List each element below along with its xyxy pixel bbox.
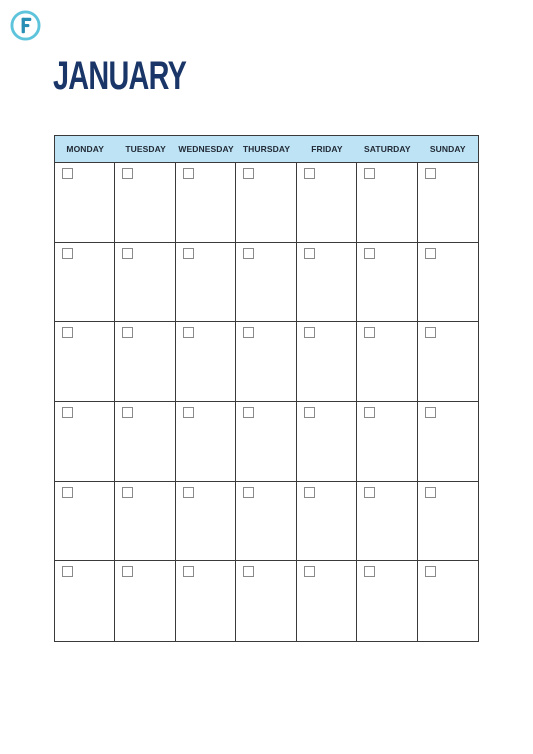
day-cell <box>176 322 236 402</box>
day-cell <box>418 402 478 482</box>
day-cell <box>115 482 175 562</box>
day-cell <box>418 322 478 402</box>
day-cell <box>55 561 115 641</box>
day-checkbox[interactable] <box>62 407 73 418</box>
day-cell <box>236 322 296 402</box>
day-checkbox[interactable] <box>364 168 375 179</box>
day-cell <box>176 402 236 482</box>
day-checkbox[interactable] <box>425 407 436 418</box>
day-checkbox[interactable] <box>243 566 254 577</box>
calendar-grid <box>54 135 479 642</box>
day-cell <box>297 243 357 323</box>
brand-logo-icon <box>10 10 41 41</box>
day-checkbox[interactable] <box>304 566 315 577</box>
day-checkbox[interactable] <box>122 487 133 498</box>
day-checkbox[interactable] <box>243 168 254 179</box>
day-checkbox[interactable] <box>183 327 194 338</box>
day-checkbox[interactable] <box>243 407 254 418</box>
day-checkbox[interactable] <box>122 168 133 179</box>
day-checkbox[interactable] <box>62 248 73 259</box>
weekday-thursday: THURSDAY <box>242 144 291 154</box>
day-cell <box>418 243 478 323</box>
day-checkbox[interactable] <box>425 487 436 498</box>
day-checkbox[interactable] <box>122 327 133 338</box>
day-cell <box>418 163 478 243</box>
day-checkbox[interactable] <box>62 566 73 577</box>
day-checkbox[interactable] <box>425 248 436 259</box>
day-cell <box>297 402 357 482</box>
day-cell <box>176 243 236 323</box>
weekday-friday: FRIDAY <box>311 144 343 154</box>
day-cell <box>176 482 236 562</box>
day-checkbox[interactable] <box>183 248 194 259</box>
day-checkbox[interactable] <box>62 487 73 498</box>
day-cell <box>55 163 115 243</box>
day-cell <box>418 561 478 641</box>
weekday-saturday: SATURDAY <box>364 144 411 154</box>
day-cell <box>55 482 115 562</box>
weekday-wednesday: WEDNESDAY <box>178 144 234 154</box>
day-cell <box>55 402 115 482</box>
weekday-monday: MONDAY <box>66 144 105 154</box>
day-checkbox[interactable] <box>304 407 315 418</box>
day-cell <box>115 243 175 323</box>
day-cell <box>236 243 296 323</box>
day-checkbox[interactable] <box>304 168 315 179</box>
day-checkbox[interactable] <box>243 248 254 259</box>
day-checkbox[interactable] <box>62 168 73 179</box>
day-cell <box>357 243 417 323</box>
day-cell <box>236 163 296 243</box>
day-cell <box>55 322 115 402</box>
day-checkbox[interactable] <box>425 168 436 179</box>
day-cell <box>176 163 236 243</box>
day-checkbox[interactable] <box>304 248 315 259</box>
weekday-header-row <box>55 136 478 163</box>
day-checkbox[interactable] <box>364 327 375 338</box>
day-checkbox[interactable] <box>183 407 194 418</box>
weekday-tuesday: TUESDAY <box>125 144 166 154</box>
day-checkbox[interactable] <box>183 168 194 179</box>
day-cell <box>115 402 175 482</box>
day-cell <box>357 163 417 243</box>
day-checkbox[interactable] <box>364 487 375 498</box>
day-cell <box>297 482 357 562</box>
day-checkbox[interactable] <box>62 327 73 338</box>
day-cell <box>236 402 296 482</box>
day-checkbox[interactable] <box>304 487 315 498</box>
month-title: JANUARY <box>53 54 187 98</box>
day-checkbox[interactable] <box>364 248 375 259</box>
day-cell <box>357 482 417 562</box>
day-checkbox[interactable] <box>364 407 375 418</box>
day-cell <box>55 243 115 323</box>
day-cell <box>115 163 175 243</box>
day-checkbox[interactable] <box>364 566 375 577</box>
day-cell <box>297 163 357 243</box>
day-checkbox[interactable] <box>243 327 254 338</box>
day-cells <box>55 163 478 641</box>
day-cell <box>115 561 175 641</box>
day-checkbox[interactable] <box>122 248 133 259</box>
day-cell <box>357 402 417 482</box>
day-checkbox[interactable] <box>425 566 436 577</box>
day-checkbox[interactable] <box>304 327 315 338</box>
day-cell <box>236 561 296 641</box>
day-cell <box>297 322 357 402</box>
day-checkbox[interactable] <box>425 327 436 338</box>
day-checkbox[interactable] <box>122 407 133 418</box>
day-cell <box>115 322 175 402</box>
day-checkbox[interactable] <box>243 487 254 498</box>
day-cell <box>418 482 478 562</box>
day-cell <box>236 482 296 562</box>
day-cell <box>176 561 236 641</box>
weekday-sunday: SUNDAY <box>429 144 466 154</box>
day-checkbox[interactable] <box>183 487 194 498</box>
day-checkbox[interactable] <box>122 566 133 577</box>
day-checkbox[interactable] <box>183 566 194 577</box>
day-cell <box>297 561 357 641</box>
day-cell <box>357 561 417 641</box>
day-cell <box>357 322 417 402</box>
